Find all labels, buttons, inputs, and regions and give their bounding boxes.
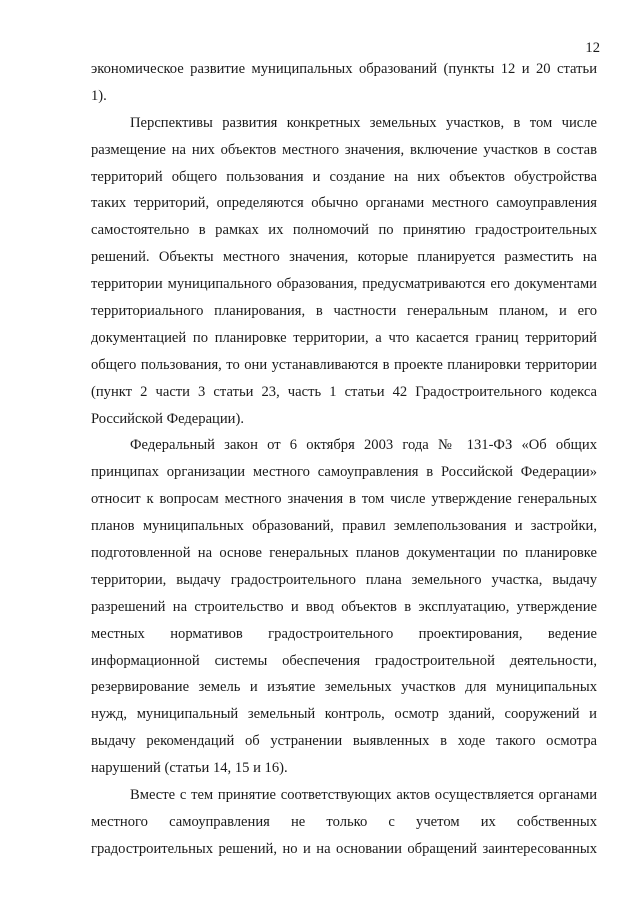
text-line: территориального планирования, в частности генеральным планом, и его: [91, 303, 597, 320]
text-line: подготовленной на основе генеральных планов документации по планировке: [91, 545, 597, 562]
text-line: разрешений на строительство и ввод объектов в эксплуатацию, утверждение: [91, 598, 597, 615]
text-line: решений. Объекты местного значения, которые планируется разместить на: [91, 249, 597, 266]
page-number: 12: [585, 40, 600, 56]
text-line: документацией по планировке территории, а что касается границ территорий: [91, 329, 597, 346]
text-line: выдачу рекомендаций об устранении выявленных в ходе такого осмотра: [91, 733, 597, 750]
text-line: размещение на них объектов местного значения, включение участков в состав: [91, 141, 597, 158]
text-line: нарушений (статьи 14, 15 и 16).: [91, 760, 288, 777]
text-line: (пункт 2 части 3 статьи 23, часть 1 статьи 42 Градостроительного кодекса: [91, 383, 597, 400]
text-line: 1).: [91, 87, 107, 104]
text-line: территорий общего пользования и создание на них объектов обустройства: [91, 168, 597, 185]
text-line: градостроительных решений, но и на основании обращений заинтересованных: [91, 840, 597, 857]
text-line: информационной системы обеспечения градостроительной деятельности,: [91, 652, 597, 669]
text-line: Перспективы развития конкретных земельных участков, в том числе: [130, 114, 597, 131]
body-text: [91, 56, 597, 863]
text-line: нужд, муниципальный земельный контроль, осмотр зданий, сооружений и: [91, 706, 597, 723]
text-line: относит к вопросам местного значения в том числе утверждение генеральных: [91, 491, 597, 508]
text-line: местных нормативов градостроительного проектирования, ведение: [91, 625, 597, 642]
text-line: территории муниципального образования, предусматриваются его документами: [91, 276, 597, 293]
text-line: Вместе с тем принятие соответствующих актов осуществляется органами: [130, 787, 597, 804]
text-line: таких территорий, определяются обычно органами местного самоуправления: [91, 195, 597, 212]
text-line: территории, выдачу градостроительного плана земельного участка, выдачу: [91, 571, 597, 588]
text-line: общего пользования, то они устанавливаются в проекте планировки территории: [91, 356, 597, 373]
text-line: планов муниципальных образований, правил землепользования и застройки,: [91, 518, 597, 535]
text-line: принципах организации местного самоуправления в Российской Федерации»: [91, 464, 597, 481]
text-line: резервирование земель и изъятие земельных участков для муниципальных: [91, 679, 597, 696]
text-line: местного самоуправления не только с учетом их собственных: [91, 813, 597, 830]
text-line: экономическое развитие муниципальных образований (пункты 12 и 20 статьи: [91, 61, 597, 77]
text-line: Федеральный закон от 6 октября 2003 года № 131-ФЗ «Об общих: [130, 437, 597, 454]
text-line: самостоятельно в рамках их полномочий по принятию градостроительных: [91, 222, 597, 239]
text-line: Российской Федерации).: [91, 410, 244, 427]
